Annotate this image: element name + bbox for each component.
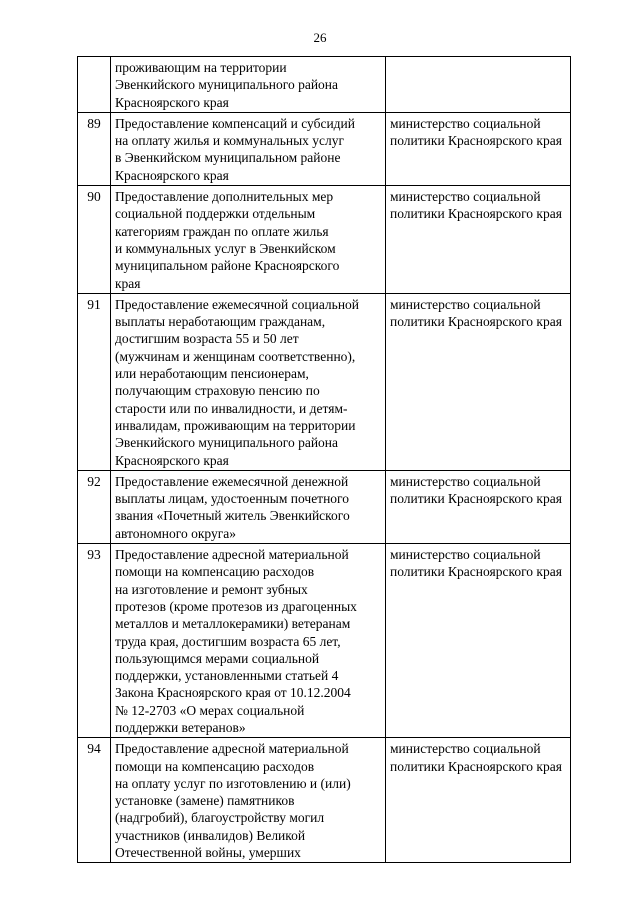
responsible-authority-cell [386,186,571,294]
services-table [77,56,571,863]
responsible-authority-line: министерство социальной [390,115,541,131]
service-name-line: Предоставление ежемесячной социальной [115,296,360,312]
service-name-line: помощи на компенсацию расходов [115,758,315,774]
table-row [78,186,571,294]
responsible-authority-cell [386,544,571,738]
responsible-authority-line: политики Красноярского края [390,564,562,580]
service-name-line: или неработающим пенсионерам, [115,366,309,382]
service-name-line: (мужчинам и женщинам соответственно), [115,348,356,364]
services-table-body [78,57,571,863]
table-row [78,57,571,113]
row-number [78,57,111,113]
responsible-authority-line: министерство социальной [390,189,541,205]
responsible-authority-cell [386,470,571,543]
service-name-line: Предоставление ежемесячной денежной [115,473,349,489]
service-name-line: достигшим возраста 55 и 50 лет [115,331,299,347]
row-number: 91 [78,293,111,470]
service-name-line: металлов и металлокерамики) ветеранам [115,616,351,632]
service-name-line: выплаты лицам, удостоенным почетного [115,491,350,507]
service-name-cell [111,186,386,294]
service-name-line: Красноярского края [115,94,229,110]
row-number: 94 [78,738,111,863]
row-number: 93 [78,544,111,738]
responsible-authority-line: министерство социальной [390,741,541,757]
service-name-line: Отечественной войны, умерших [115,845,301,861]
service-name-line: помощи на компенсацию расходов [115,564,315,580]
service-name-line: старости или по инвалидности, и детям- [115,400,348,416]
service-name-line: поддержки ветеранов» [115,719,246,735]
service-name-cell [111,293,386,470]
service-name-line: Закона Красноярского края от 10.12.2004 [115,685,351,701]
service-name-line: (надгробий), благоустройству могил [115,810,325,826]
table-row [78,738,571,863]
responsible-authority-cell [386,112,571,185]
service-name-line: Предоставление дополнительных мер [115,189,334,205]
responsible-authority-line: политики Красноярского края [390,758,562,774]
service-name-line: получающим страховую пенсию по [115,383,320,399]
table-row [78,470,571,543]
service-name-cell [111,112,386,185]
responsible-authority-line: министерство социальной [390,473,541,489]
service-name-line: установке (замене) памятников [115,793,295,809]
service-name-line: звания «Почетный житель Эвенкийского [115,508,350,524]
service-name-line: муниципальном районе Красноярского [115,258,340,274]
service-name-line: Красноярского края [115,452,229,468]
service-name-line: социальной поддержки отдельным [115,206,316,222]
service-name-line: Эвенкийского муниципального района [115,435,339,451]
responsible-authority-cell [386,738,571,863]
service-name-line: на оплату жилья и коммунальных услуг [115,133,345,149]
responsible-authority-line: министерство социальной [390,547,541,563]
service-name-line: категориям граждан по оплате жилья [115,223,329,239]
service-name-line: Предоставление компенсаций и субсидий [115,115,355,131]
service-name-line: Эвенкийского муниципального района [115,77,339,93]
service-name-line: на изготовление и ремонт зубных [115,581,308,597]
service-name-line: участников (инвалидов) Великой [115,827,306,843]
responsible-authority-line: министерство социальной [390,296,541,312]
service-name-line: № 12-2703 «О мерах социальной [115,702,305,718]
service-name-line: края [115,275,141,291]
service-name-line: протезов (кроме протезов из драгоценных [115,598,357,614]
table-row [78,112,571,185]
service-name-line: и коммунальных услуг в Эвенкийском [115,240,336,256]
service-name-cell [111,544,386,738]
row-number: 90 [78,186,111,294]
responsible-authority-line: политики Красноярского края [390,491,562,507]
page-number: 26 [313,30,327,45]
table-row [78,544,571,738]
service-name-line: инвалидам, проживающим на территории [115,417,356,433]
service-name-line: Красноярского края [115,167,229,183]
responsible-authority-line: политики Красноярского края [390,314,562,330]
responsible-authority-line: политики Красноярского края [390,206,562,222]
service-name-line: поддержки, установленными статьей 4 [115,668,339,684]
table-row [78,293,571,470]
row-number: 92 [78,470,111,543]
service-name-line: автономного округа» [115,525,236,541]
service-name-line: пользующимся мерами социальной [115,650,320,666]
service-name-cell [111,57,386,113]
service-name-cell [111,470,386,543]
service-name-line: Предоставление адресной материальной [115,741,349,757]
service-name-line: в Эвенкийском муниципальном районе [115,150,341,166]
service-name-line: выплаты неработающим гражданам, [115,314,326,330]
responsible-authority-line: политики Красноярского края [390,133,562,149]
service-name-line: на оплату услуг по изготовлению и (или) [115,775,351,791]
service-name-line: Предоставление адресной материальной [115,547,349,563]
service-name-line: проживающим на территории [115,60,287,75]
service-name-line: труда края, достигшим возраста 65 лет, [115,633,341,649]
responsible-authority-cell [386,293,571,470]
responsible-authority-cell [386,57,571,113]
row-number: 89 [78,112,111,185]
service-name-cell [111,738,386,863]
